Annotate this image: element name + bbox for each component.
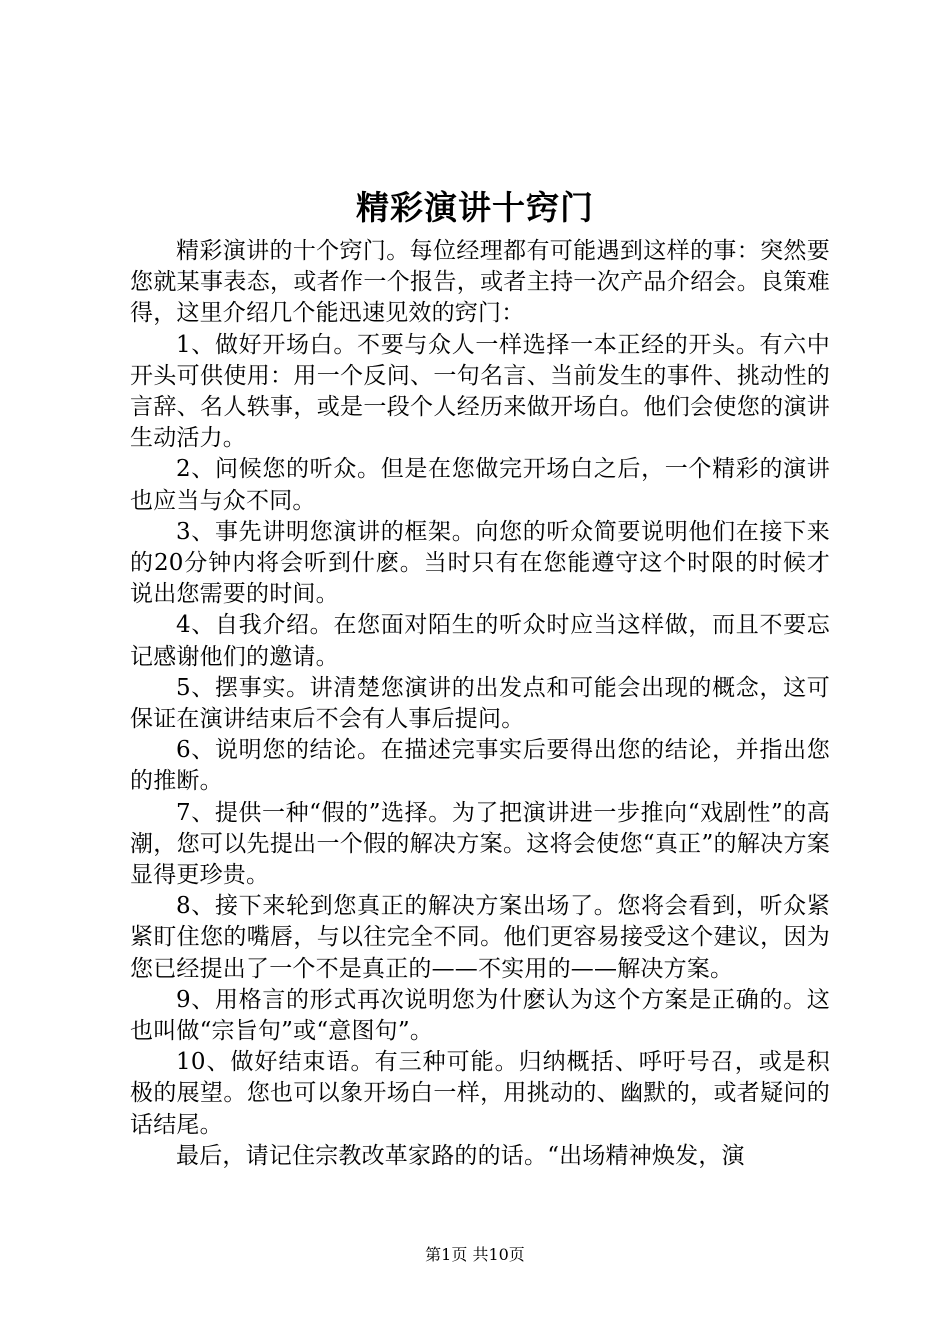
paragraph-tip-10: 10、做好结束语。有三种可能。归纳概括、呼吁号召，或是积极的展望。您也可以象开场白一样，用挑动的、幽默的，或者疑问的话结尾。 — [130, 1049, 830, 1138]
paragraph-tip-3: 3、事先讲明您演讲的框架。向您的听众简要说明他们在接下来的20分钟内将会听到什麽。当时只有在您能遵守这个时限的时候才说出您需要的时间。 — [130, 518, 830, 608]
paragraph-tip-6: 6、说明您的结论。在描述完事实后要得出您的结论，并指出您的推断。 — [130, 737, 830, 795]
paragraph-intro: 精彩演讲的十个窍门。每位经理都有可能遇到这样的事：突然要您就某事表态，或者作一个报告，或者主持一次产品介绍会。良策难得，这里介绍几个能迅速见效的窍门： — [130, 238, 830, 327]
paragraph-tip-5: 5、摆事实。讲清楚您演讲的出发点和可能会出现的概念，这可保证在演讲结束后不会有人事后提问。 — [130, 674, 830, 733]
paragraph-tip-8: 8、接下来轮到您真正的解决方案出场了。您将会看到，听众紧紧盯住您的嘴唇，与以往完全不同。他们更容易接受这个建议，因为您已经提出了一个不是真正的——不实用的——解决方案。 — [130, 893, 830, 982]
paragraph-closing: 最后，请记住宗教改革家路的的话。“出场精神焕发，演 — [176, 1142, 745, 1169]
page-footer: 第1页 共10页 — [425, 1245, 525, 1264]
page-title: 精彩演讲十窍门 — [356, 188, 594, 227]
paragraph-tip-1: 1、做好开场白。不要与众人一样选择一本正经的开头。有六中开头可供使用：用一个反问、一句名言、当前发生的事件、挑动性的言辞、名人轶事，或是一段个人经历来做开场白。他们会使您的演讲生动活力。 — [130, 331, 830, 452]
paragraph-tip-7: 7、提供一种“假的”选择。为了把演讲进一步推向“戏剧性”的高潮，您可以先提出一个假的解决方案。这将会使您“真正”的解决方案显得更珍贵。 — [130, 799, 830, 889]
document-body — [130, 236, 830, 1172]
paragraph-tip-4: 4、自我介绍。在您面对陌生的听众时应当这样做，而且不要忘记感谢他们的邀请。 — [130, 612, 830, 670]
paragraph-tip-2: 2、问候您的听众。但是在您做完开场白之后，一个精彩的演讲也应当与众不同。 — [130, 456, 830, 514]
paragraph-tip-9: 9、用格言的形式再次说明您为什麽认为这个方案是正确的。这也叫做“宗旨句”或“意图句”。 — [130, 986, 830, 1045]
